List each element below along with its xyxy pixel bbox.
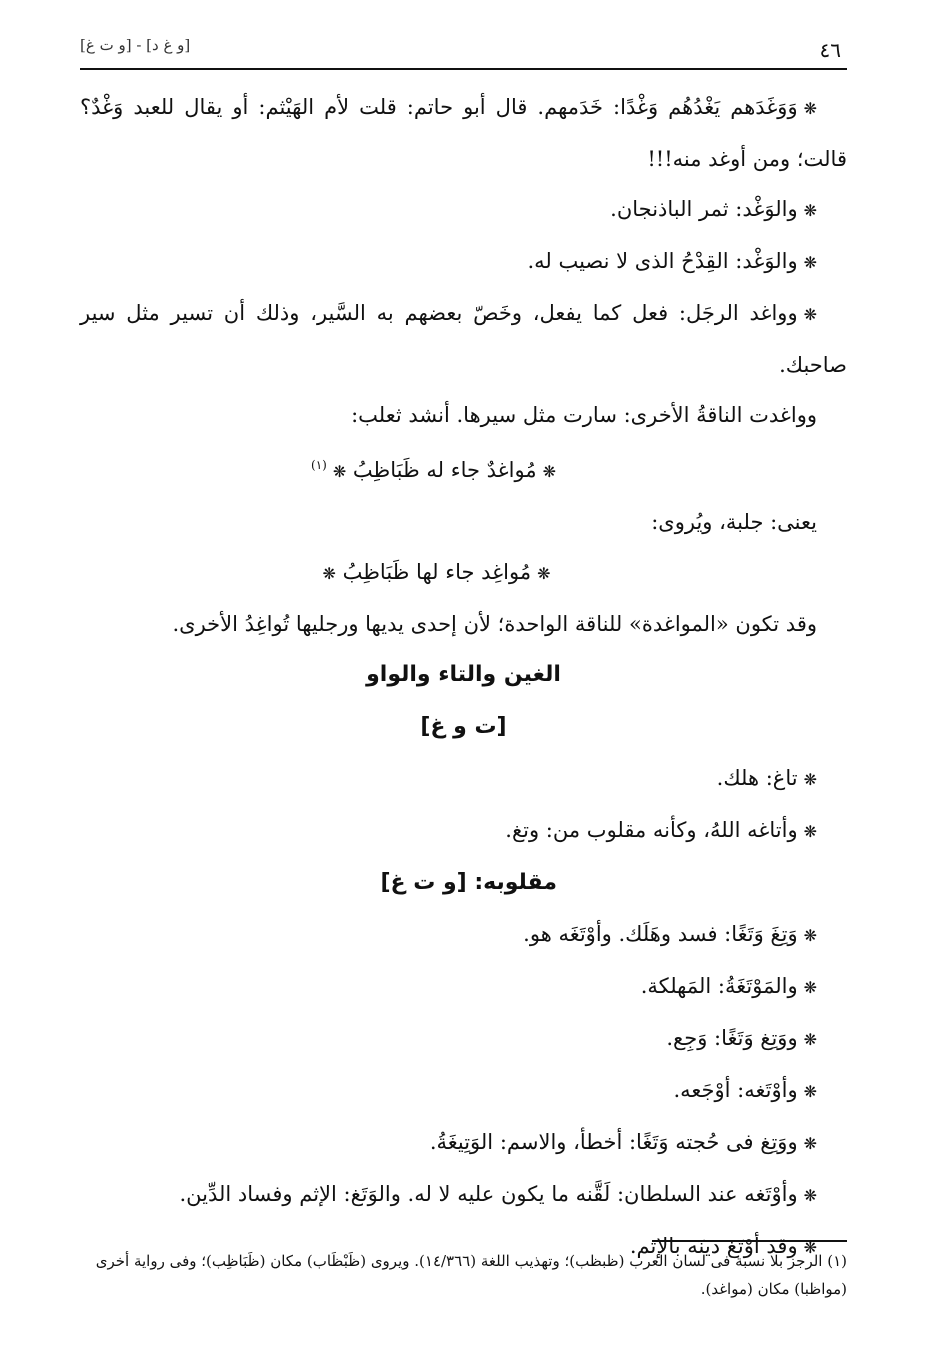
asterisk-icon: ❋ xyxy=(803,770,817,789)
asterisk-icon: ❋ xyxy=(537,564,551,583)
asterisk-icon: ❋ xyxy=(803,926,817,945)
verse-line: ❋مُواغِد جاء لها ظَبَاظِبُ ❋ xyxy=(322,560,551,584)
header-rule xyxy=(80,68,847,70)
asterisk-icon: ❋ xyxy=(542,462,556,481)
asterisk-icon: ❋ xyxy=(332,462,347,481)
asterisk-icon: ❋ xyxy=(803,822,817,841)
root-heading: [ت و غ] xyxy=(420,714,507,739)
asterisk-icon: ❋ xyxy=(803,1030,817,1049)
footnote-rule xyxy=(652,1240,847,1242)
asterisk-icon: ❋ xyxy=(803,1082,817,1101)
entry: ❋وأوْتَغه: أوْجَعه. xyxy=(673,1078,817,1102)
asterisk-icon: ❋ xyxy=(803,978,817,997)
entry: ❋والمَوْتَغَةُ: المَهلكة. xyxy=(640,974,817,998)
paragraph: وقد تكون «المواغدة» للناقة الواحدة؛ لأن إحدى يديها ورجليها تُواغِدُ الأخرى. xyxy=(172,612,817,636)
verse-line: ❋مُواغدٌ جاء له ظَبَاظِبُ ❋$^{(١)}$ xyxy=(311,458,556,482)
entry: ❋والوَغْد: القِدْحُ الذى لا نصيب له. xyxy=(527,249,817,273)
inverted-root-heading: مقلوبه: [و ت غ] xyxy=(380,870,557,895)
page-body xyxy=(80,82,847,1273)
footnote-marker: (١) xyxy=(311,458,327,472)
asterisk-icon: ❋ xyxy=(803,305,817,324)
asterisk-icon: ❋ xyxy=(803,253,817,272)
running-head: [و غ د] - [و ت غ] xyxy=(80,36,191,54)
entry: ❋وواغد الرجَل: فعل كما يفعل، وخَصّ بعضهم به السَّير، وذلك أن تسير مثل سير صاحبك. xyxy=(80,301,847,377)
footnote: (١) الرجز بلا نسبة فى لسان العرب (ظبظب)؛ وتهذيب اللغة (١٤/٣٦٦). ويروى (ظَبْظَاب) مكان (ظَبَاظِب)؛ وفى رواية أخرى (مواظبا) مكان (مواغد). xyxy=(95,1252,847,1298)
page-number: ٤٦ xyxy=(819,38,841,62)
asterisk-icon: ❋ xyxy=(322,564,336,583)
entry: ❋وقد أوْتَغ دينَه بالإثم. xyxy=(629,1234,817,1258)
entry: ❋وَوَغَدَهم يَغْدُهُم وَغْدًا: خَدَمهم. قال أبو حاتم: قلت لأم الهَيْثم: أو يقال للعبد وَغْدٌ؟ قالت؛ ومن أوغد منه!!! xyxy=(80,95,847,171)
section-heading: الغين والتاء والواو xyxy=(366,662,561,687)
entry: ❋تاغ: هلك. xyxy=(716,766,817,790)
entry: ❋وأوْتَغه عند السلطان: لَقَّنه ما يكون عليه لا له. والوَتَغ: الإثم وفساد الدِّين. xyxy=(179,1182,817,1206)
entry: ❋ووَتِغ وَتَغًا: وَجِع. xyxy=(666,1026,817,1050)
entry: ❋وأتاغه اللهُ، وكأنه مقلوب من: وتغ. xyxy=(505,818,817,842)
asterisk-icon: ❋ xyxy=(803,1186,817,1205)
entry: ❋وَتِغَ وَتَغًا: فسد وهَلَك. وأوْتَغَه هو. xyxy=(523,922,817,946)
asterisk-icon: ❋ xyxy=(803,1134,817,1153)
entry: ❋ووَتِغ فى حُجته وَتَغًا: أخطأ، والاسم: الوَتِيغَةُ. xyxy=(429,1130,817,1154)
paragraph: وواغدت الناقةُ الأخرى: سارت مثل سيرها. أنشد ثعلب: xyxy=(351,403,817,427)
entry: ❋والوَغْد: ثمر الباذنجان. xyxy=(610,197,817,221)
asterisk-icon: ❋ xyxy=(803,99,817,118)
asterisk-icon: ❋ xyxy=(803,1238,817,1257)
page-header xyxy=(80,30,847,70)
asterisk-icon: ❋ xyxy=(803,201,817,220)
paragraph: يعنى: جلبة، ويُروى: xyxy=(651,510,817,534)
